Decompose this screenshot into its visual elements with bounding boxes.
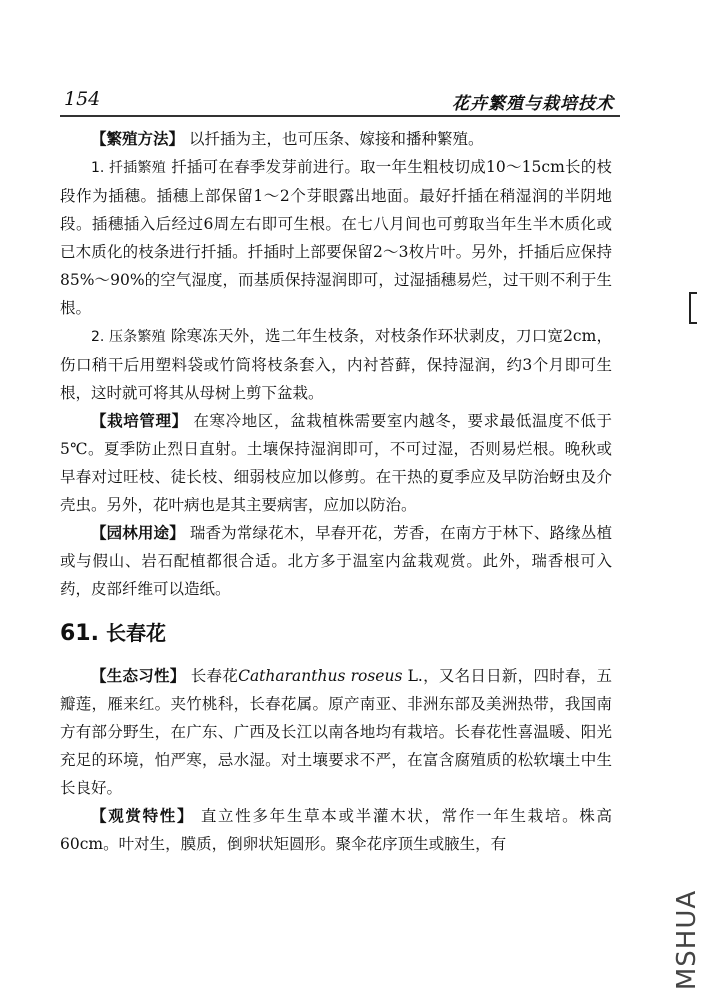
landscape-text: 瑞香为常绿花木，早春开花，芳香，在南方于林下、路缘丛植或与假山、岩石配植都很合适。北方多于温室内盆栽观赏。此外，瑞香根可入药，皮部纤维可以造纸。 — [60, 524, 612, 598]
ecology-text-before: 长春花 — [190, 667, 239, 685]
cultivation-text: 在寒冷地区，盆栽植株需要室内越冬，要求最低温度不低于5℃。夏季防止烈日直射。土壤保持湿润即可，不可过湿，否则易烂根。晚秋或早春对过旺枝、徒长枝、细弱枝应加以修剪。在干热的夏季应及早防治蚜虫及介壳虫。另外，花叶病也是其主要病害，应加以防治。 — [60, 412, 612, 514]
ornamental-paragraph — [60, 802, 612, 858]
ecology-label: 【生态习性】 — [91, 667, 186, 685]
cutting-text: 扦插可在春季发芽前进行。取一年生粗枝切成10～15cm长的枝段作为插穗。插穗上部保留1～2个芽眼露出地面。最好扦插在稍湿润的半阴地段。插穗插入后经过6周左右即可生根。在七八月间也可剪取当年生半木质化或已木质化的枝条进行扦插。扦插时上部要保留2～3枚片叶。另外，扦插后应保持85%～90%的空气湿度，而基质保持湿润即可，过湿插穗易烂，过干则不利于生根。 — [60, 158, 612, 317]
propagation-label: 【繁殖方法】 — [91, 130, 185, 148]
ecology-text-after: L.，又名日日新，四时春，五瓣莲，雁来红。夹竹桃科，长春花属。原产南亚、非洲东部及美洲热带，我国南方有部分野生，在广东、广西及长江以南各地均有栽培。长春花性喜温暖、阳光充足的环境，怕严寒，忌水湿。对土壤要求不严，在富含腐殖质的松软壤土中生长良好。 — [60, 667, 612, 797]
header-rule — [60, 115, 620, 117]
entry-title: 长春花 — [105, 621, 166, 645]
margin-bracket — [689, 292, 697, 324]
page-header — [60, 86, 620, 116]
running-title: 花卉繁殖与栽培技术 — [452, 94, 614, 114]
latin-name: Catharanthus roseus — [238, 667, 403, 685]
watermark-text: MSHUA — [672, 889, 702, 991]
entry-number: 61. — [60, 621, 99, 646]
landscape-paragraph — [60, 519, 612, 603]
page-body — [60, 125, 612, 858]
watermark — [670, 885, 704, 995]
cultivation-label: 【栽培管理】 — [91, 412, 188, 430]
cultivation-paragraph — [60, 407, 612, 519]
ecology-paragraph — [60, 662, 612, 802]
page-number: 154 — [64, 88, 101, 110]
layering-text: 除寒冻天外，选二年生枝条，对枝条作环状剥皮，刀口宽2cm，伤口稍干后用塑料袋或竹筒将枝条套入，内衬苔藓，保持湿润，约3个月即可生根，这时就可将其从母树上剪下盆栽。 — [60, 327, 612, 402]
entry-heading — [60, 619, 612, 648]
layering-paragraph — [60, 322, 612, 407]
ornamental-text: 直立性多年生草本或半灌木状，常作一年生栽培。株高60cm。叶对生，膜质，倒卵状矩圆形。聚伞花序顶生或腋生，有 — [60, 807, 612, 853]
landscape-label: 【园林用途】 — [91, 524, 185, 542]
cutting-paragraph — [60, 153, 612, 322]
ornamental-label: 【观赏特性】 — [91, 807, 195, 825]
cutting-label: 1. 扦插繁殖 — [91, 160, 167, 176]
propagation-text: 以扦插为主，也可压条、嫁接和播种繁殖。 — [188, 130, 484, 148]
propagation-paragraph — [60, 125, 612, 153]
layering-label: 2. 压条繁殖 — [91, 329, 166, 345]
